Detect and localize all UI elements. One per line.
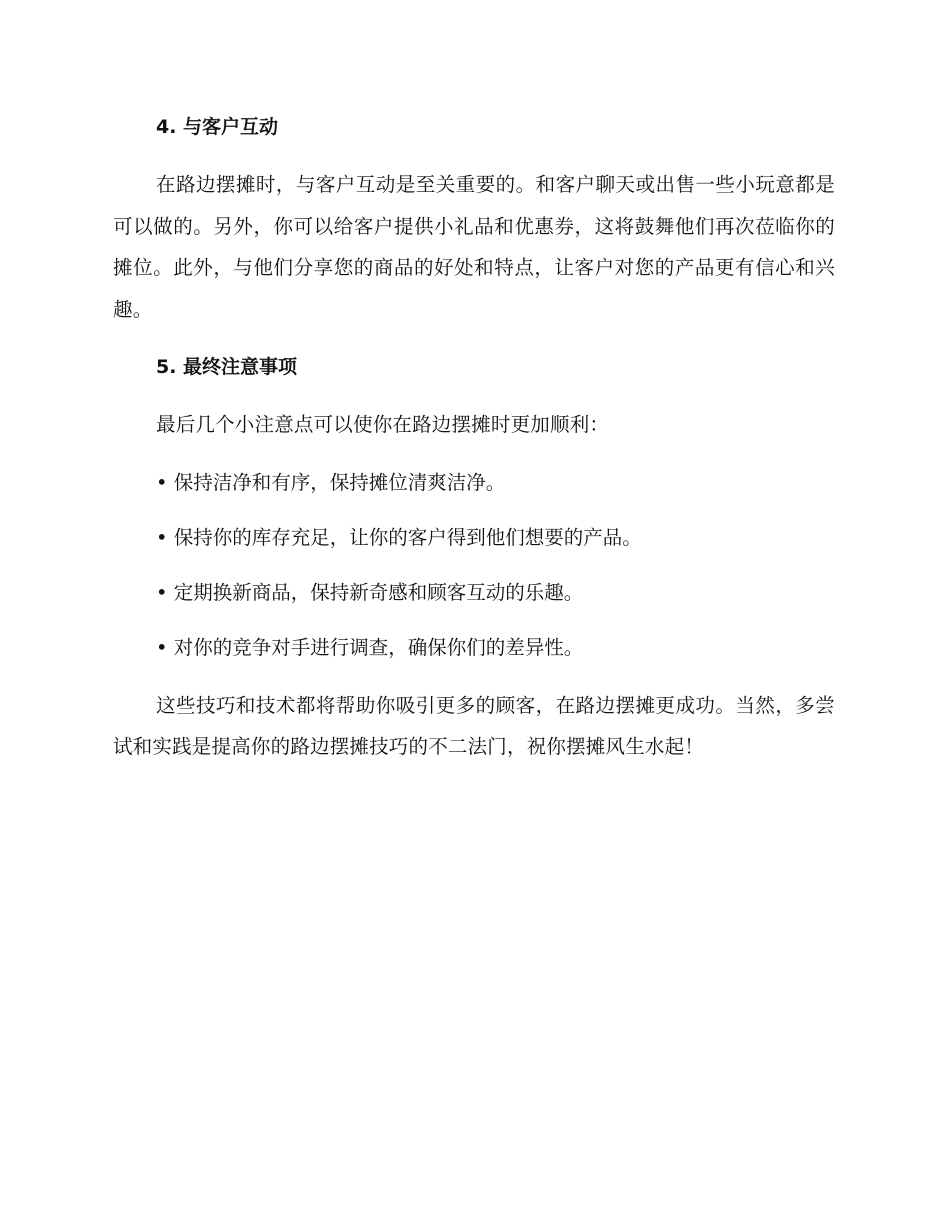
bullet-item: • 定期换新商品，保持新奇感和顾客互动的乐趣。 (156, 580, 584, 604)
bullet-item: • 保持洁净和有序，保持摊位清爽洁净。 (156, 470, 506, 494)
closing-paragraph: 这些技巧和技术都将帮助你吸引更多的顾客，在路边摆摊更成功。当然，多尝试和实践是提高你的路边摆摊技巧的不二法门，祝你摆摊风生水起！ (113, 693, 835, 758)
section-heading-customer-interaction: 4. 与客户互动 (156, 116, 279, 138)
section-body-customer-interaction: 在路边摆摊时，与客户互动是至关重要的。和客户聊天或出售一些小玩意都是可以做的。另外，你可以给客户提供小礼品和优惠券，这将鼓舞他们再次莅临你的摊位。此外，与他们分享您的商品的好处和特点，让客户对您的产品更有信心和兴趣。 (113, 173, 835, 321)
document-content (113, 110, 835, 768)
bullet-item: • 保持你的库存充足，让你的客户得到他们想要的产品。 (156, 525, 642, 549)
section-intro-final-notes: 最后几个小注意点可以使你在路边摆摊时更加顺利： (156, 413, 610, 436)
section-heading-final-notes: 5. 最终注意事项 (156, 356, 298, 378)
bullet-item: • 对你的竞争对手进行调查，确保你们的差异性。 (156, 635, 584, 659)
